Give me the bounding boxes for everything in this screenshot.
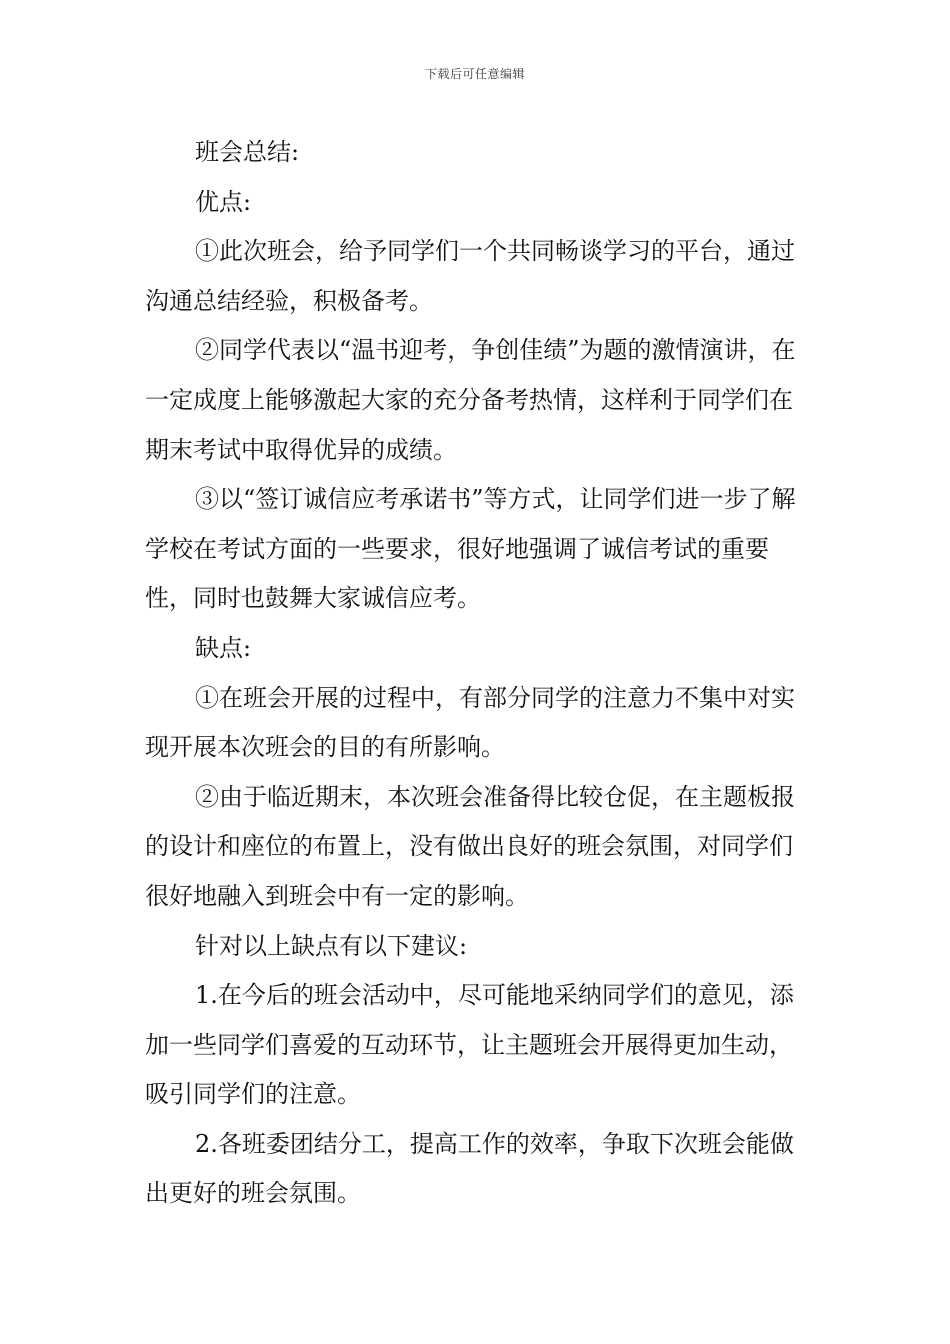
section-title-summary: 班会总结: [195,138,300,166]
advantage-item-3: ③以“签订诚信应考承诺书”等方式，让同学们进一步了解学校在考试方面的一些要求，很好地强调了诚信考试的重要性，同时也鼓舞大家诚信应考。 [145,485,796,613]
document-body [145,128,809,1219]
suggestion-item-1: 1.在今后的班会活动中，尽可能地采纳同学们的意见，添加一些同学们喜爱的互动环节，让主题班会开展得更加生动，吸引同学们的注意。 [145,981,794,1109]
page-header-note: 下载后可任意编辑 [424,67,525,81]
advantage-item-1: ①此次班会，给予同学们一个共同畅谈学习的平台，通过沟通总结经验，积极备考。 [145,237,795,315]
advantage-item-2: ②同学代表以“温书迎考，争创佳绩”为题的激情演讲，在一定成度上能够激起大家的充分备考热情，这样利于同学们在期末考试中取得优异的成绩。 [145,336,796,464]
disadvantage-item-1: ①在班会开展的过程中，有部分同学的注意力不集中对实现开展本次班会的目的有所影响。 [145,683,795,762]
section-heading-advantages: 优点: [195,187,252,216]
suggestion-item-2: 2.各班委团结分工，提高工作的效率，争取下次班会能做出更好的班会氛围。 [145,1129,794,1208]
section-heading-disadvantages: 缺点: [195,633,252,662]
disadvantage-item-2: ②由于临近期末，本次班会准备得比较仓促，在主题板报的设计和座位的布置上，没有做出良好的班会氛围，对同学们很好地融入到班会中有一定的影响。 [145,782,795,910]
section-heading-suggestions: 针对以上缺点有以下建议: [195,931,468,960]
